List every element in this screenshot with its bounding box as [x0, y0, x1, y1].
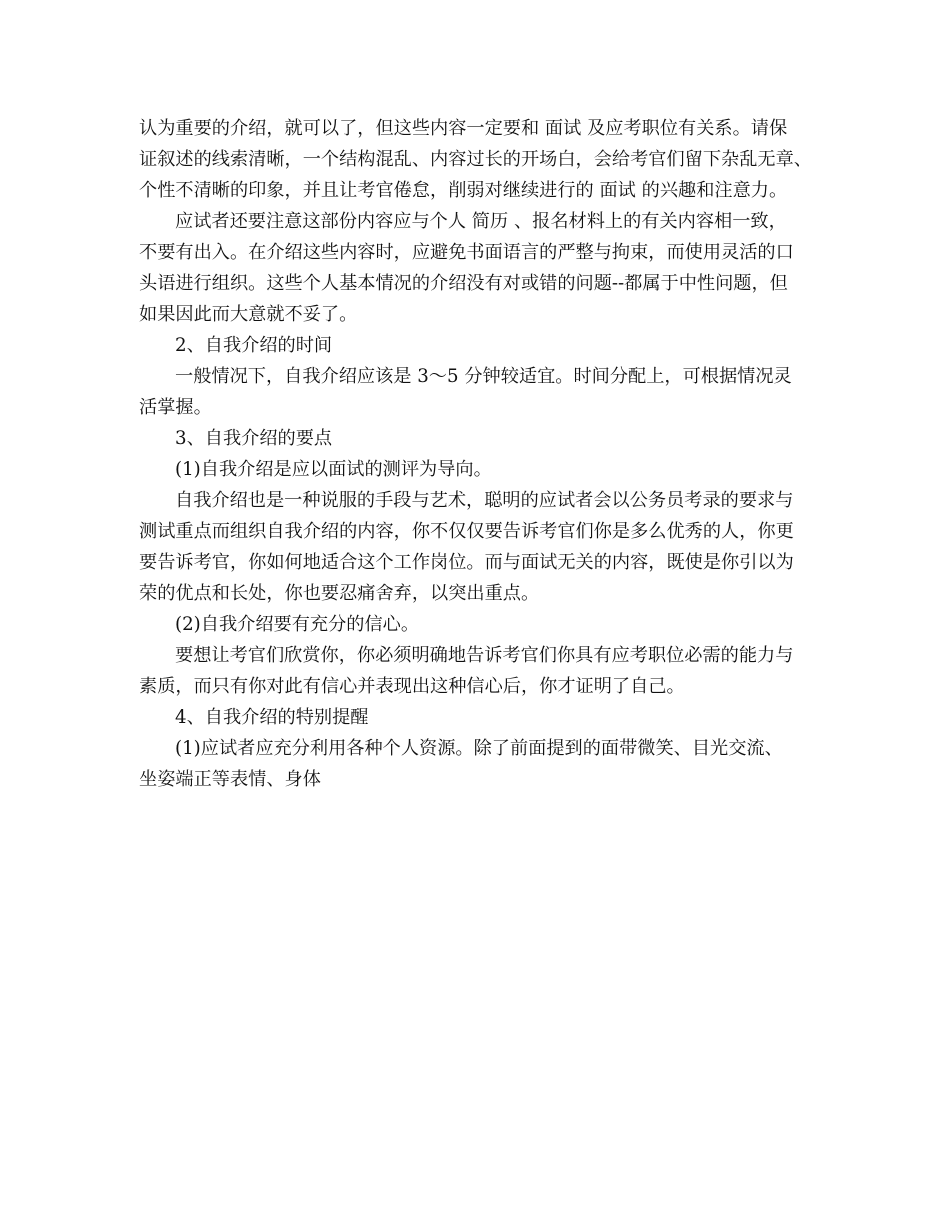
text-line: 应试者还要注意这部份内容应与个人 简历 、报名材料上的有关内容相一致，: [175, 211, 787, 232]
text-line: (2)自我介绍要有充分的信心。: [175, 614, 420, 635]
text-line: 活掌握。: [139, 397, 212, 418]
text-line: 个性不清晰的印象，并且让考官倦怠，削弱对继续进行的 面试 的兴趣和注意力。: [139, 180, 788, 201]
text-line: 一般情况下，自我介绍应该是 3～5 分钟较适宜。时间分配上，可根据情况灵: [175, 366, 792, 387]
text-line: 4、自我介绍的特别提醒: [175, 707, 369, 728]
text-line: 荣的优点和长处，你也要忍痛舍弃，以突出重点。: [139, 583, 540, 604]
text-line: 测试重点而组织自我介绍的内容，你不仅仅要告诉考官们你是多么优秀的人，你更: [139, 521, 794, 542]
text-line: 自我介绍也是一种说服的手段与艺术，聪明的应试者会以公务员考录的要求与: [175, 490, 794, 511]
document-body: [139, 113, 829, 795]
text-line: 3、自我介绍的要点: [175, 428, 333, 449]
text-line: 要告诉考官，你如何地适合这个工作岗位。而与面试无关的内容，既使是你引以为: [139, 552, 794, 573]
text-line: 头语进行组织。这些个人基本情况的介绍没有对或错的问题--都属于中性问题，但: [139, 273, 788, 294]
text-line: (1)自我介绍是应以面试的测评为导向。: [175, 459, 492, 480]
text-line: 2、自我介绍的时间: [175, 335, 333, 356]
text-line: 如果因此而大意就不妥了。: [139, 304, 358, 325]
text-line: (1)应试者应充分利用各种个人资源。除了前面提到的面带微笑、目光交流、: [175, 738, 783, 759]
text-line: 坐姿端正等表情、身体: [139, 769, 321, 790]
text-line: 素质，而只有你对此有信心并表现出这种信心后，你才证明了自己。: [139, 676, 685, 697]
text-line: 认为重要的介绍，就可以了，但这些内容一定要和 面试 及应考职位有关系。请保: [139, 118, 788, 139]
text-line: 要想让考官们欣赏你，你必须明确地告诉考官们你具有应考职位必需的能力与: [175, 645, 794, 666]
text-line: 证叙述的线索清晰，一个结构混乱、内容过长的开场白，会给考官们留下杂乱无章、: [139, 149, 812, 170]
text-line: 不要有出入。在介绍这些内容时，应避免书面语言的严整与拘束，而使用灵活的口: [139, 242, 794, 263]
